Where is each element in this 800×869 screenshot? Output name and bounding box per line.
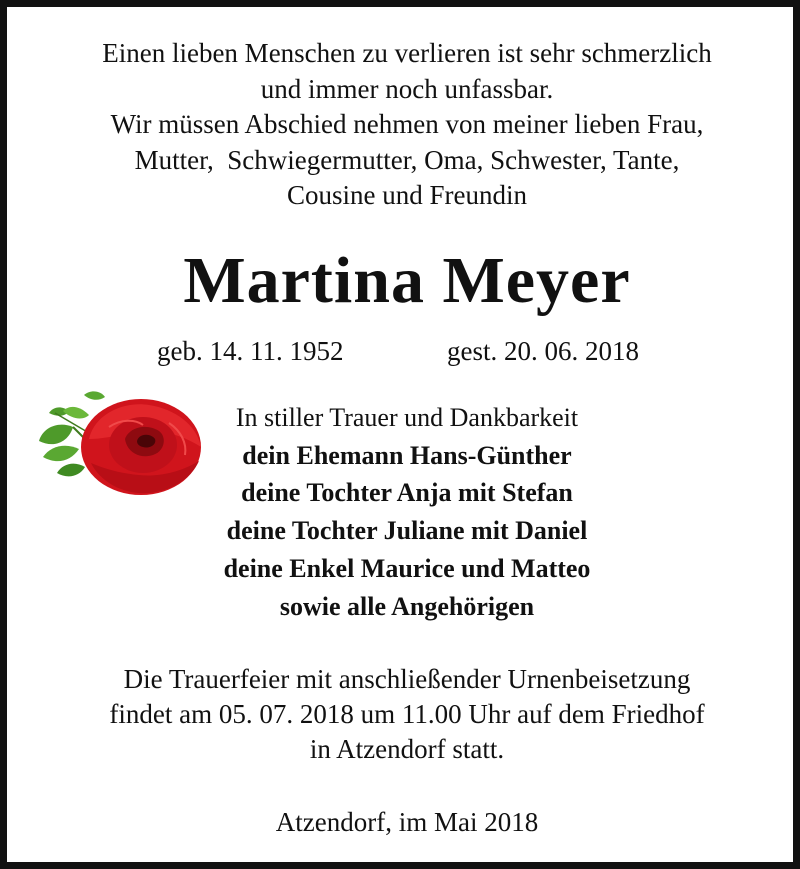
deceased-name: Martina Meyer [183, 244, 631, 317]
birth-date: geb. 14. 11. 1952 [157, 336, 344, 366]
intro-line-5: Cousine und Freundin [287, 180, 527, 210]
mourners-heading: In stiller Trauer und Dankbarkeit [235, 403, 579, 432]
mourner-line-5: sowie alle Angehörigen [279, 592, 535, 621]
red-rose-icon [29, 383, 209, 498]
mourner-line-3: deine Tochter Juliane mit Daniel [226, 516, 588, 545]
place-and-date: Atzendorf, im Mai 2018 [275, 807, 539, 837]
funeral-line-1: Die Trauerfeier mit anschließender Urnenbeisetzung [123, 664, 691, 694]
intro-line-4: Mutter, Schwiegermutter, Oma, Schwester, Tante, [134, 145, 680, 175]
death-date: gest. 20. 06. 2018 [447, 336, 639, 366]
funeral-line-3: in Atzendorf statt. [309, 734, 505, 764]
mourner-line-1: dein Ehemann Hans-Günther [242, 441, 572, 470]
intro-line-2: und immer noch unfassbar. [260, 74, 554, 104]
mourner-line-4: deine Enkel Maurice und Matteo [223, 554, 591, 583]
mourner-line-2: deine Tochter Anja mit Stefan [241, 478, 573, 507]
funeral-line-2: findet am 05. 07. 2018 um 11.00 Uhr auf dem Friedhof [109, 699, 705, 729]
intro-line-1: Einen lieben Menschen zu verlieren ist sehr schmerzlich [102, 38, 712, 68]
intro-line-3: Wir müssen Abschied nehmen von meiner lieben Frau, [110, 109, 704, 139]
